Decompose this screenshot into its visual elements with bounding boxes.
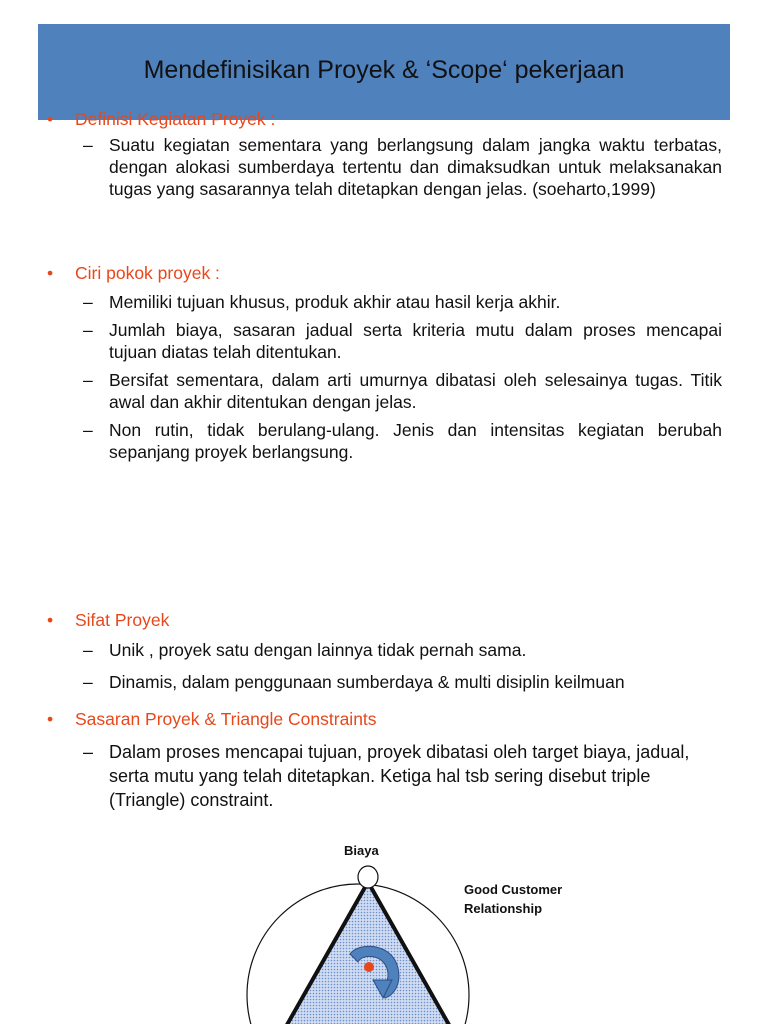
list-item: – Jumlah biaya, sasaran jadual serta kriteria mutu dalam proses mencapai tujuan diatas telah ditentukan. [83,320,722,362]
triangle-constraint-diagram [0,830,768,1024]
section-ciri [47,262,722,463]
dash-marker: – [83,742,94,762]
list-item: – Dalam proses mencapai tujuan, proyek dibatasi oleh target biaya, jadual, serta mutu yang telah ditetapkan. Ketiga hal tsb sering disebut triple (Triangle) constraint. [83,742,690,810]
dash-marker: – [83,420,93,440]
list-item: – Unik , proyek satu dengan lainnya tidak pernah sama. [83,640,527,660]
slide-title: Mendefinisikan Proyek & ‘Scope‘ pekerjaan [143,56,625,84]
dash-marker: – [83,370,93,390]
center-dot [364,962,374,972]
section-heading: • Sasaran Proyek & Triangle Constraints [47,708,722,730]
section-sifat [47,609,722,693]
dash-marker: – [83,672,93,692]
dash-marker: – [83,135,93,155]
list-item: – Suatu kegiatan sementara yang berlangsung dalam jangka waktu terbatas, dengan alokasi sumberdaya tertentu dan dimaksudkan untuk melaksanakan tugas yang sasarannya telah ditetapkan dengan jelas. (soeharto,1999) [83,135,722,199]
label-biaya: Biaya [344,843,379,858]
list-item: – Dinamis, dalam penggunaan sumberdaya & multi disiplin keilmuan [83,672,625,692]
section-heading: • Sifat Proyek [47,609,722,631]
list-item: – Bersifat sementara, dalam arti umurnya dibatasi oleh selesainya tugas. Titik awal dan akhir ditentukan dengan jelas. [83,370,722,412]
section-heading: • Ciri pokok proyek : [47,262,722,284]
diagram-graphic [0,830,768,1024]
dash-marker: – [83,640,93,660]
top-node-circle [358,866,378,888]
section-sasaran [47,708,722,812]
section-heading: • Definisi Kegiatan Proyek : [47,108,722,130]
list-item: – Memiliki tujuan khusus, produk akhir atau hasil kerja akhir. [83,292,561,312]
section-definisi [47,108,722,200]
dash-marker: – [83,292,93,312]
list-item: – Non rutin, tidak berulang-ulang. Jenis dan intensitas kegiatan berubah sepanjang proyek berlangsung. [83,420,722,462]
dash-marker: – [83,320,93,340]
label-good-customer: Good Customer Relationship [464,882,563,916]
